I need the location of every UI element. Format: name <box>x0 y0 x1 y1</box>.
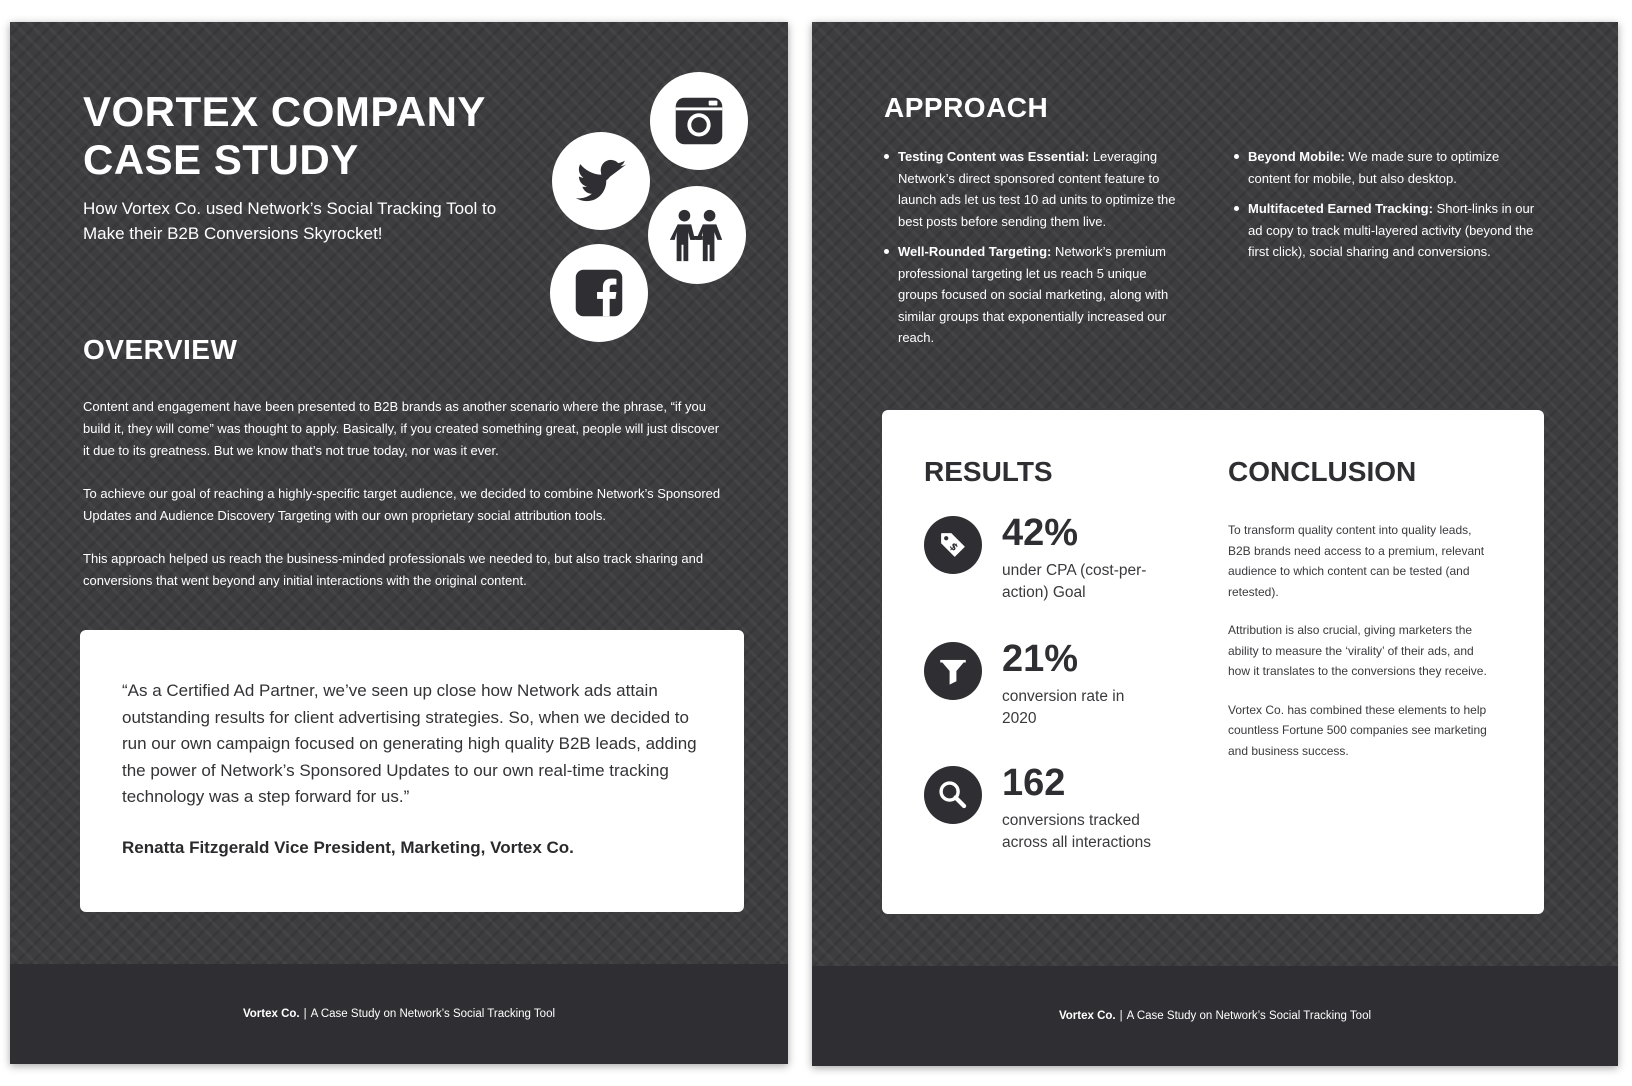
title-line-1: VORTEX COMPANY <box>83 88 486 135</box>
approach-item-title: Testing Content was Essential: <box>898 149 1090 164</box>
footer-text: A Case Study on Network’s Social Tracking Tool <box>1126 1010 1372 1022</box>
page-title <box>83 88 486 184</box>
footer-text: A Case Study on Network’s Social Tracking Tool <box>310 1008 556 1020</box>
footer-company: Vortex Co. <box>1058 1010 1116 1022</box>
conclusion-paragraph: To transform quality content into quality leads, B2B brands need access to a premium, relevant audience to which content can be tested (and retested). <box>1228 523 1485 599</box>
page-footer <box>10 964 788 1064</box>
page-one <box>10 22 788 1064</box>
approach-item-text: Short-links in our ad copy to track multi-layered activity (beyond the first click), social sharing and conversions. <box>1248 201 1535 259</box>
approach-item-text: Network’s premium professional targeting let us reach 5 unique groups focused on social marketing, along with similar groups that exponentially increased our reach. <box>898 244 1169 345</box>
stat-value: 162 <box>1002 762 1066 804</box>
testimonial-author: Renatta Fitzgerald Vice President, Marketing, Vortex Co. <box>122 837 574 857</box>
twitter-icon <box>552 132 650 230</box>
approach-item <box>884 146 1184 232</box>
people-icon <box>648 186 746 284</box>
page-footer <box>812 966 1618 1066</box>
footer-company: Vortex Co. <box>242 1008 300 1020</box>
conclusion-paragraph: Vortex Co. has combined these elements to help countless Fortune 500 companies see marketing and business success. <box>1228 702 1487 758</box>
approach-heading: APPROACH <box>884 92 1049 123</box>
overview-body <box>83 396 728 613</box>
footer-separator: | <box>1119 1010 1123 1022</box>
stat-value: 42% <box>1002 512 1079 554</box>
approach-item <box>884 241 1184 349</box>
instagram-icon <box>650 72 748 170</box>
overview-paragraph: This approach helped us reach the business-minded professionals we needed to, but also track sharing and conversions that went beyond any initial interactions with the original content. <box>83 551 704 588</box>
overview-paragraph: To achieve our goal of reaching a highly-specific target audience, we decided to combine Network’s Sponsored Updates and Audience Discovery Targeting with our own proprietary social attribution tools. <box>83 486 721 523</box>
overview-heading: OVERVIEW <box>83 334 238 365</box>
results-heading: RESULTS <box>924 456 1053 487</box>
stat-label: under CPA (cost-per-action) Goal <box>1002 562 1147 601</box>
testimonial-card <box>80 630 744 912</box>
results-card <box>882 410 1544 914</box>
approach-item-title: Beyond Mobile: <box>1248 149 1345 164</box>
overview-paragraph: Content and engagement have been presented to B2B brands as another scenario where the phrase, “if you build it, they will come” was thought to apply. Basically, if you created something great, people will just discover it due to its greatness. But we know that’s not true today, nor was it ever. <box>83 399 720 458</box>
approach-list-right <box>1234 146 1544 272</box>
approach-list-left <box>884 146 1184 358</box>
funnel-icon <box>924 642 982 700</box>
stat-label: conversion rate in 2020 <box>1002 688 1125 727</box>
approach-item-text: Leveraging Network’s direct sponsored content feature to launch ads let us test 10 ad units to optimize the best posts before sending them live. <box>898 149 1176 229</box>
approach-item <box>1234 146 1544 189</box>
approach-item <box>1234 198 1544 263</box>
price-tag-icon <box>924 516 982 574</box>
conclusion-heading: CONCLUSION <box>1228 456 1417 487</box>
approach-item-text: We made sure to optimize content for mobile, but also desktop. <box>1248 149 1500 186</box>
magnifier-icon <box>924 766 982 824</box>
conclusion-body <box>1228 520 1490 779</box>
approach-item-title: Multifaceted Earned Tracking: <box>1248 201 1433 216</box>
stat-label: conversions tracked across all interactions <box>1002 812 1152 851</box>
page-two <box>812 22 1618 1066</box>
conclusion-paragraph: Attribution is also crucial, giving marketers the ability to measure the ‘virality’ of their ads, and how it translates to the conversions they receive. <box>1228 623 1487 678</box>
title-line-2: CASE STUDY <box>83 136 359 183</box>
page-subtitle: How Vortex Co. used Network’s Social Tracking Tool to Make their B2B Conversions Skyrocket! <box>83 199 497 243</box>
stat-value: 21% <box>1002 638 1079 680</box>
facebook-icon <box>550 244 648 342</box>
testimonial-quote: “As a Certified Ad Partner, we’ve seen up close how Network ads attain outstanding results for client advertising strategies. So, when we decided to run our own campaign focused on generating high quality B2B leads, adding the power of Network’s Sponsored Updates to our own real-time tracking technology was a step forward for us.” <box>122 681 697 806</box>
footer-separator: | <box>303 1008 307 1020</box>
approach-item-title: Well-Rounded Targeting: <box>898 244 1052 259</box>
svg-text:$: $ <box>946 540 960 554</box>
